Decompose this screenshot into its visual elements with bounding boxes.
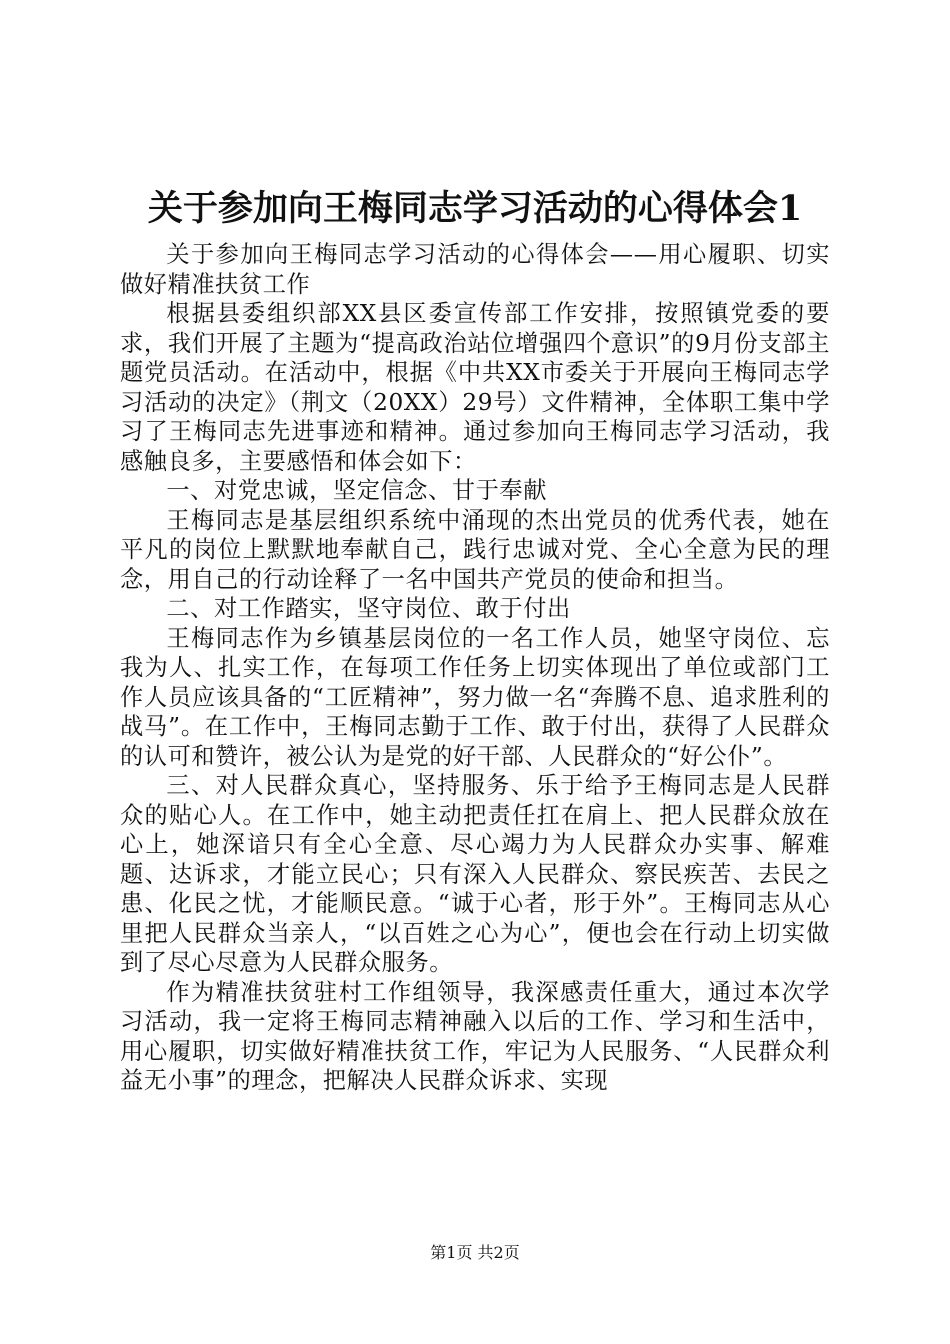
section-paragraph-2: 王梅同志作为乡镇基层岗位的一名工作人员，她坚守岗位、忘我为人、扎实工作，在每项工作任务上切实体现出了单位或部门工作人员应该具备的“工匠精神”，努力做一名“奔腾不息、追求胜利的战马”。在工作中，王梅同志勤于工作、敢于付出，获得了人民群众的认可和赞许，被公认为是党的好干部、人民群众的“好公仆”。 xyxy=(120,624,830,770)
closing-paragraph: 作为精准扶贫驻村工作组领导，我深感责任重大，通过本次学习活动，我一定将王梅同志精神融入以后的工作、学习和生活中，用心履职，切实做好精准扶贫工作，牢记为人民服务、“人民群众利益无小事”的理念，把解决人民群众诉求、实现 xyxy=(120,978,830,1094)
page-footer: 第1页 共2页 xyxy=(430,1243,520,1262)
document-title: 关于参加向王梅同志学习活动的心得体会1 xyxy=(147,188,803,229)
section-heading-1: 一、对党忠诚，坚定信念、甘于奉献 xyxy=(166,477,547,504)
section-paragraph-3: 三、对人民群众真心，坚持服务、乐于给予王梅同志是人民群众的贴心人。在工作中，她主动把责任扛在肩上、把人民群众放在心上，她深谙只有全心全意、尽心竭力为人民群众办实事、解难题、达诉求，才能立民心；只有深入人民群众、察民疾苦、去民之患、化民之忧，才能顺民意。“诚于心者，形于外”。王梅同志从心里把人民群众当亲人，“以百姓之心为心”，便也会在行动上切实做到了尽心尽意为人民群众服务。 xyxy=(120,772,830,976)
document-body xyxy=(120,240,830,1096)
section-paragraph-1: 王梅同志是基层组织系统中涌现的杰出党员的优秀代表，她在平凡的岗位上默默地奉献自己，践行忠诚对党、全心全意为民的理念，用自己的行动诠释了一名中国共产党员的使命和担当。 xyxy=(120,506,830,593)
subtitle-paragraph: 关于参加向王梅同志学习活动的心得体会——用心履职、切实做好精准扶贫工作 xyxy=(120,241,830,298)
section-heading-2: 二、对工作踏实，坚守岗位、敢于付出 xyxy=(166,595,571,622)
intro-paragraph: 根据县委组织部XX县区委宣传部工作安排，按照镇党委的要求，我们开展了主题为“提高政治站位增强四个意识”的9月份支部主题党员活动。在活动中，根据《中共XX市委关于开展向王梅同志学习活动的决定》（荆文（20XX）29号）文件精神，全体职工集中学习了王梅同志先进事迹和精神。通过参加向王梅同志学习活动，我感触良多，主要感悟和体会如下： xyxy=(120,300,830,475)
